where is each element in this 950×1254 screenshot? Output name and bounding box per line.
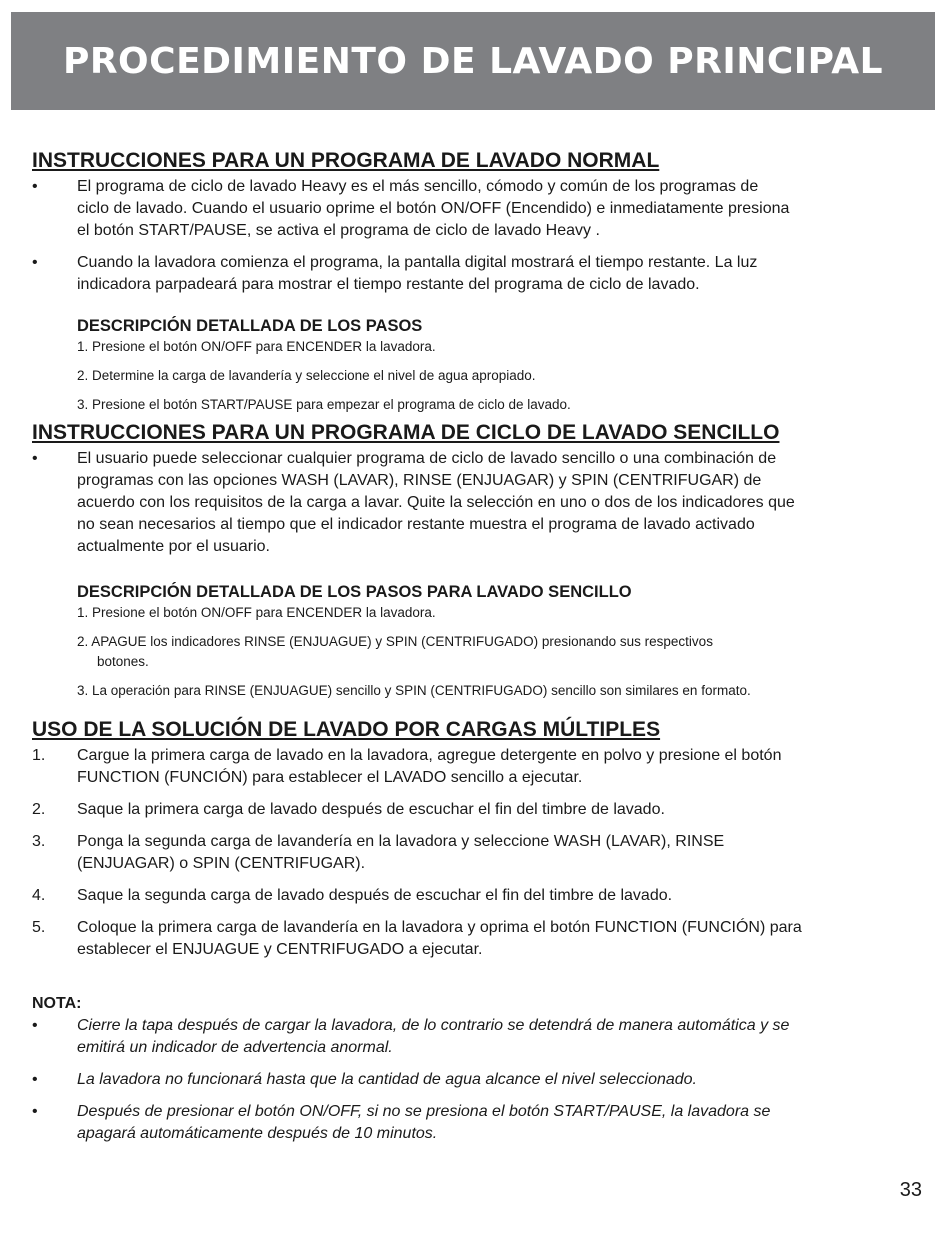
bullet-mark: •: [32, 1071, 38, 1088]
item-number: 4.: [32, 887, 46, 904]
item-text: Saque la segunda carga de lavado después de escuchar el fin del timbre de lavado.: [77, 887, 673, 904]
step-item: 3. La operación para RINSE (ENJUAGUE) sencillo y SPIN (CENTRIFUGADO) sencillo son similares en formato.: [77, 683, 751, 698]
step-item: 1. Presione el botón ON/OFF para ENCENDER la lavadora.: [77, 605, 436, 620]
page-title: PROCEDIMIENTO DE LAVADO PRINCIPAL: [62, 40, 884, 82]
item-number: 1.: [32, 747, 46, 764]
list-item: [32, 917, 912, 961]
section-title-normal: INSTRUCCIONES PARA UN PROGRAMA DE LAVADO NORMAL: [32, 149, 660, 172]
steps-title: DESCRIPCIÓN DETALLADA DE LOS PASOS PARA LAVADO SENCILLO: [77, 583, 632, 601]
item-text: Coloque la primera carga de lavandería en la lavadora y oprima el botón FUNCTION (FUNCIÓN) para establecer el ENJUAGUE y CENTRIFUGADO a ejecutar.: [77, 919, 802, 958]
item-number: 3.: [32, 833, 46, 850]
bullet-mark: •: [32, 178, 38, 195]
note-text: La lavadora no funcionará hasta que la cantidad de agua alcance el nivel seleccionado.: [77, 1071, 697, 1088]
note-item: [32, 1101, 912, 1145]
bullet-text: Cuando la lavadora comienza el programa, la pantalla digital mostrará el tiempo restante. La luz indicadora parpadeará para mostrar el tiempo restante del programa de ciclo de lavado.: [77, 254, 758, 293]
note-text: Cierre la tapa después de cargar la lavadora, de lo contrario se detendrá de manera automática y se emitirá un indicador de advertencia anormal.: [77, 1017, 790, 1056]
item-text: Ponga la segunda carga de lavandería en la lavadora y seleccione WASH (LAVAR), RINSE (ENJUAGAR) o SPIN (CENTRIFUGAR).: [77, 833, 725, 872]
note-item: [32, 1069, 912, 1091]
bullet-mark: •: [32, 254, 38, 271]
bullet-item: [32, 252, 912, 296]
bullet-mark: •: [32, 1103, 38, 1120]
steps-list: [77, 603, 912, 701]
bullet-text: El programa de ciclo de lavado Heavy es el más sencillo, cómodo y común de los programas de ciclo de lavado. Cuando el usuario oprime el botón ON/OFF (Encendido) e inmediatamente presiona el botón START/PAUSE, se activa el programa de ciclo de lavado Heavy .: [77, 178, 790, 239]
step-item: 2. APAGUE los indicadores RINSE (ENJUAGUE) y SPIN (CENTRIFUGADO) presionando sus respectivos botones.: [77, 634, 713, 669]
list-item: [32, 745, 912, 789]
content: [32, 146, 912, 1145]
nota-label: NOTA:: [32, 995, 82, 1012]
section-title-simple: INSTRUCCIONES PARA UN PROGRAMA DE CICLO DE LAVADO SENCILLO: [32, 421, 780, 444]
item-number: 5.: [32, 919, 46, 936]
list-item: [32, 831, 912, 875]
note-item: [32, 1015, 912, 1059]
bullet-item: [32, 176, 912, 242]
section-title-multiple: USO DE LA SOLUCIÓN DE LAVADO POR CARGAS MÚLTIPLES: [32, 718, 661, 741]
step-item: 3. Presione el botón START/PAUSE para empezar el programa de ciclo de lavado.: [77, 397, 571, 412]
bullet-mark: •: [32, 450, 38, 467]
item-text: Saque la primera carga de lavado después de escuchar el fin del timbre de lavado.: [77, 801, 665, 818]
steps-list: [77, 337, 912, 415]
list-item: [32, 885, 912, 907]
steps-title: DESCRIPCIÓN DETALLADA DE LOS PASOS: [77, 317, 423, 335]
step-item: 2. Determine la carga de lavandería y seleccione el nivel de agua apropiado.: [77, 368, 536, 383]
page-number: 33: [899, 1179, 922, 1201]
bullet-item: [32, 448, 912, 558]
item-text: Cargue la primera carga de lavado en la lavadora, agregue detergente en polvo y presione el botón FUNCTION (FUNCIÓN) para establecer el LAVADO sencillo a ejecutar.: [77, 747, 782, 786]
item-number: 2.: [32, 801, 46, 818]
step-item: 1. Presione el botón ON/OFF para ENCENDER la lavadora.: [77, 339, 436, 354]
note-text: Después de presionar el botón ON/OFF, si no se presiona el botón START/PAUSE, la lavadora se apagará automáticamente después de 10 minutos.: [77, 1103, 771, 1142]
bullet-text: El usuario puede seleccionar cualquier programa de ciclo de lavado sencillo o una combinación de programas con las opciones WASH (LAVAR), RINSE (ENJUAGAR) y SPIN (CENTRIFUGAR) de acuerdo con los requisitos de la carga a lavar. Quite la selección en uno o dos de los indicadores que no sean necesarios al tiempo que el indicador restante muestra el programa de lavado activado actualmente por el usuario.: [77, 450, 795, 555]
bullet-mark: •: [32, 1017, 38, 1034]
list-item: [32, 799, 912, 821]
header-banner: [11, 12, 935, 110]
